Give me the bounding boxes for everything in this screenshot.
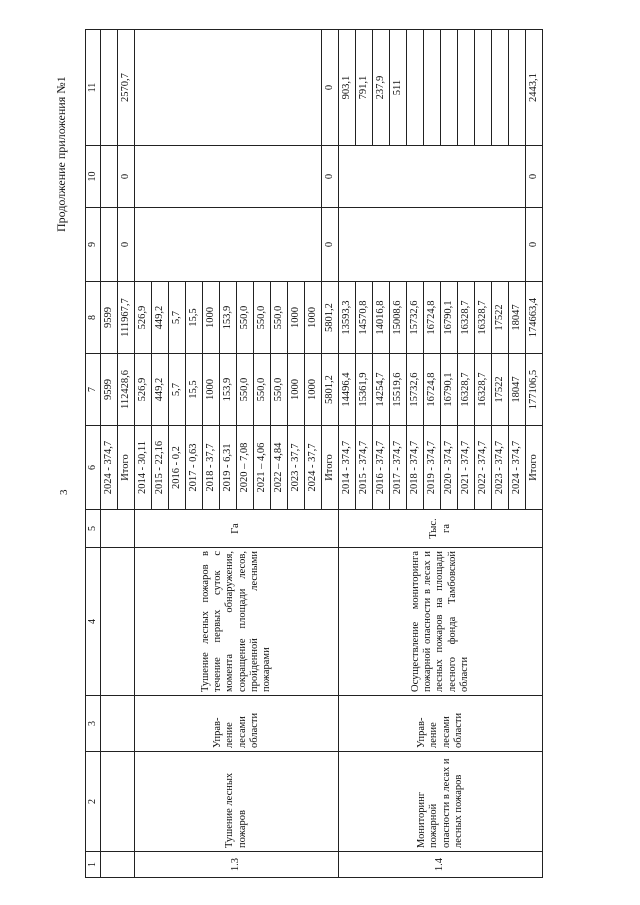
value-cell: 9599 <box>101 354 118 426</box>
column-number: 2 <box>86 752 101 852</box>
value-cell: 153,9 <box>220 354 237 426</box>
value-cell <box>441 30 458 146</box>
value-cell: 14016,8 <box>373 282 390 354</box>
item-unit: Га <box>135 510 339 548</box>
item-indicator: Осуществление мониторинга пожарной опасности в лесах и лесных пожаров на площади лесного фонда Тамбовской области <box>339 548 543 696</box>
period-cell: 2017 - 0,63 <box>186 426 203 510</box>
value-cell: 15519,6 <box>390 354 407 426</box>
blank-cell <box>101 696 135 752</box>
value-cell <box>492 30 509 146</box>
value-cell: 550,0 <box>254 282 271 354</box>
period-cell: 2014 - 374,7 <box>339 426 356 510</box>
period-cell: 2018 - 374,7 <box>407 426 424 510</box>
data-row <box>135 30 152 878</box>
total-value: 0 <box>322 30 339 146</box>
column-number: 7 <box>86 354 101 426</box>
value-cell: 16724,8 <box>424 282 441 354</box>
value-cell: 550,0 <box>237 282 254 354</box>
item-executor: Управ-ление лесами области <box>135 696 339 752</box>
period-cell: 2024 - 374,7 <box>101 426 118 510</box>
value-cell: 550,0 <box>254 354 271 426</box>
value-cell: 5,7 <box>169 282 186 354</box>
column-number: 8 <box>86 282 101 354</box>
carry-row <box>101 30 118 878</box>
blank-cell <box>101 510 135 548</box>
value-cell: 1000 <box>288 354 305 426</box>
value-cell: 9599 <box>101 282 118 354</box>
value-cell: 526,9 <box>135 282 152 354</box>
total-value: 0 <box>526 146 543 208</box>
blank-cell <box>135 208 322 282</box>
value-cell: 550,0 <box>271 354 288 426</box>
value-cell <box>101 146 118 208</box>
value-cell: 15008,6 <box>390 282 407 354</box>
column-number: 9 <box>86 208 101 282</box>
value-cell <box>101 208 118 282</box>
value-cell: 1000 <box>288 282 305 354</box>
value-cell: 511 <box>390 30 407 146</box>
period-cell: 2015 - 374,7 <box>356 426 373 510</box>
period-cell: 2021 – 4,06 <box>254 426 271 510</box>
period-cell: 2017 - 374,7 <box>390 426 407 510</box>
item-name: Тушение лесных пожаров <box>135 752 339 852</box>
column-number: 1 <box>86 852 101 878</box>
item-executor: Управ-ление лесами области <box>339 696 543 752</box>
value-cell: 15,5 <box>186 282 203 354</box>
period-cell: 2023 - 37,7 <box>288 426 305 510</box>
total-value: 0 <box>322 146 339 208</box>
value-cell <box>407 30 424 146</box>
blank-cell <box>339 146 526 208</box>
total-value: 2443,1 <box>526 30 543 146</box>
period-cell: 2023 - 374,7 <box>492 426 509 510</box>
item-name: Мониторинг пожарной опасности в лесах и лесных пожаров <box>339 752 543 852</box>
period-cell: 2024 - 37,7 <box>305 426 322 510</box>
value-cell <box>101 30 118 146</box>
period-cell: 2016 - 374,7 <box>373 426 390 510</box>
period-cell: 2020 – 7,08 <box>237 426 254 510</box>
value-cell: 18047 <box>509 282 526 354</box>
value-cell: 0 <box>118 208 135 282</box>
value-cell: 16328,7 <box>458 282 475 354</box>
blank-cell <box>339 208 526 282</box>
value-cell: 0 <box>118 146 135 208</box>
value-cell: 15732,6 <box>407 282 424 354</box>
value-cell: 526,9 <box>135 354 152 426</box>
value-cell: 16328,7 <box>475 282 492 354</box>
value-cell: 18047 <box>509 354 526 426</box>
value-cell: 16328,7 <box>475 354 492 426</box>
value-cell: 550,0 <box>271 282 288 354</box>
data-row <box>339 30 356 878</box>
total-label: Итого <box>322 426 339 510</box>
value-cell: 15361,9 <box>356 354 373 426</box>
program-table-sheet <box>85 30 540 878</box>
column-number: 4 <box>86 548 101 696</box>
value-cell <box>424 30 441 146</box>
table-body <box>86 30 543 878</box>
program-table <box>85 29 543 878</box>
value-cell: 15732,6 <box>407 354 424 426</box>
value-cell: 14496,4 <box>339 354 356 426</box>
period-cell: 2022 – 4,84 <box>271 426 288 510</box>
period-cell: 2016 - 0,2 <box>169 426 186 510</box>
period-cell: 2019 - 6,31 <box>220 426 237 510</box>
value-cell: 2570,7 <box>118 30 135 146</box>
value-cell <box>509 30 526 146</box>
item-number: 1.3 <box>135 852 339 878</box>
value-cell: 17522 <box>492 354 509 426</box>
value-cell: 16328,7 <box>458 354 475 426</box>
value-cell: 449,2 <box>152 282 169 354</box>
value-cell: 5,7 <box>169 354 186 426</box>
value-cell: 791,1 <box>356 30 373 146</box>
value-cell: 449,2 <box>152 354 169 426</box>
item-number: 1.4 <box>339 852 543 878</box>
value-cell: 1000 <box>305 282 322 354</box>
value-cell: 550,0 <box>237 354 254 426</box>
value-cell: 16790,1 <box>441 282 458 354</box>
value-cell: 16790,1 <box>441 354 458 426</box>
column-number: 5 <box>86 510 101 548</box>
column-number: 3 <box>86 696 101 752</box>
period-cell: 2015 - 22,16 <box>152 426 169 510</box>
value-cell <box>475 30 492 146</box>
total-value: 177106,5 <box>526 354 543 426</box>
value-cell: 1000 <box>305 354 322 426</box>
value-cell: 15,5 <box>186 354 203 426</box>
period-cell: 2020 - 374,7 <box>441 426 458 510</box>
blank-cell <box>135 146 322 208</box>
period-cell: Итого <box>118 426 135 510</box>
value-cell <box>458 30 475 146</box>
column-number: 6 <box>86 426 101 510</box>
column-number: 11 <box>86 30 101 146</box>
value-cell: 1000 <box>203 282 220 354</box>
value-cell: 237,9 <box>373 30 390 146</box>
blank-cell <box>101 852 135 878</box>
item-unit: Тыс. га <box>339 510 543 548</box>
blank-cell <box>135 30 322 146</box>
period-cell: 2022 - 374,7 <box>475 426 492 510</box>
total-value: 174663,4 <box>526 282 543 354</box>
value-cell: 903,1 <box>339 30 356 146</box>
item-indicator: Тушение лесных пожаров в течение первых суток с момента обнаружения, сокращение площади лесов, пройденной лесными пожарами <box>135 548 339 696</box>
period-cell: 2021 - 374,7 <box>458 426 475 510</box>
period-cell: 2019 - 374,7 <box>424 426 441 510</box>
value-cell: 16724,8 <box>424 354 441 426</box>
value-cell: 14254,7 <box>373 354 390 426</box>
total-label: Итого <box>526 426 543 510</box>
value-cell: 1000 <box>203 354 220 426</box>
period-cell: 2018 - 37,7 <box>203 426 220 510</box>
period-cell: 2024 - 374,7 <box>509 426 526 510</box>
page-number: 3 <box>58 489 70 495</box>
column-number: 10 <box>86 146 101 208</box>
total-value: 5801,2 <box>322 282 339 354</box>
appendix-caption: Продолжение приложения №1 <box>54 76 68 232</box>
value-cell: 14570,8 <box>356 282 373 354</box>
total-value: 5801,2 <box>322 354 339 426</box>
value-cell: 17522 <box>492 282 509 354</box>
period-cell: 2014 - 30,11 <box>135 426 152 510</box>
blank-cell <box>101 548 135 696</box>
column-number-row <box>86 30 101 878</box>
blank-cell <box>101 752 135 852</box>
value-cell: 112428,6 <box>118 354 135 426</box>
total-value: 0 <box>526 208 543 282</box>
value-cell: 111967,7 <box>118 282 135 354</box>
total-value: 0 <box>322 208 339 282</box>
value-cell: 153,9 <box>220 282 237 354</box>
value-cell: 13593,3 <box>339 282 356 354</box>
